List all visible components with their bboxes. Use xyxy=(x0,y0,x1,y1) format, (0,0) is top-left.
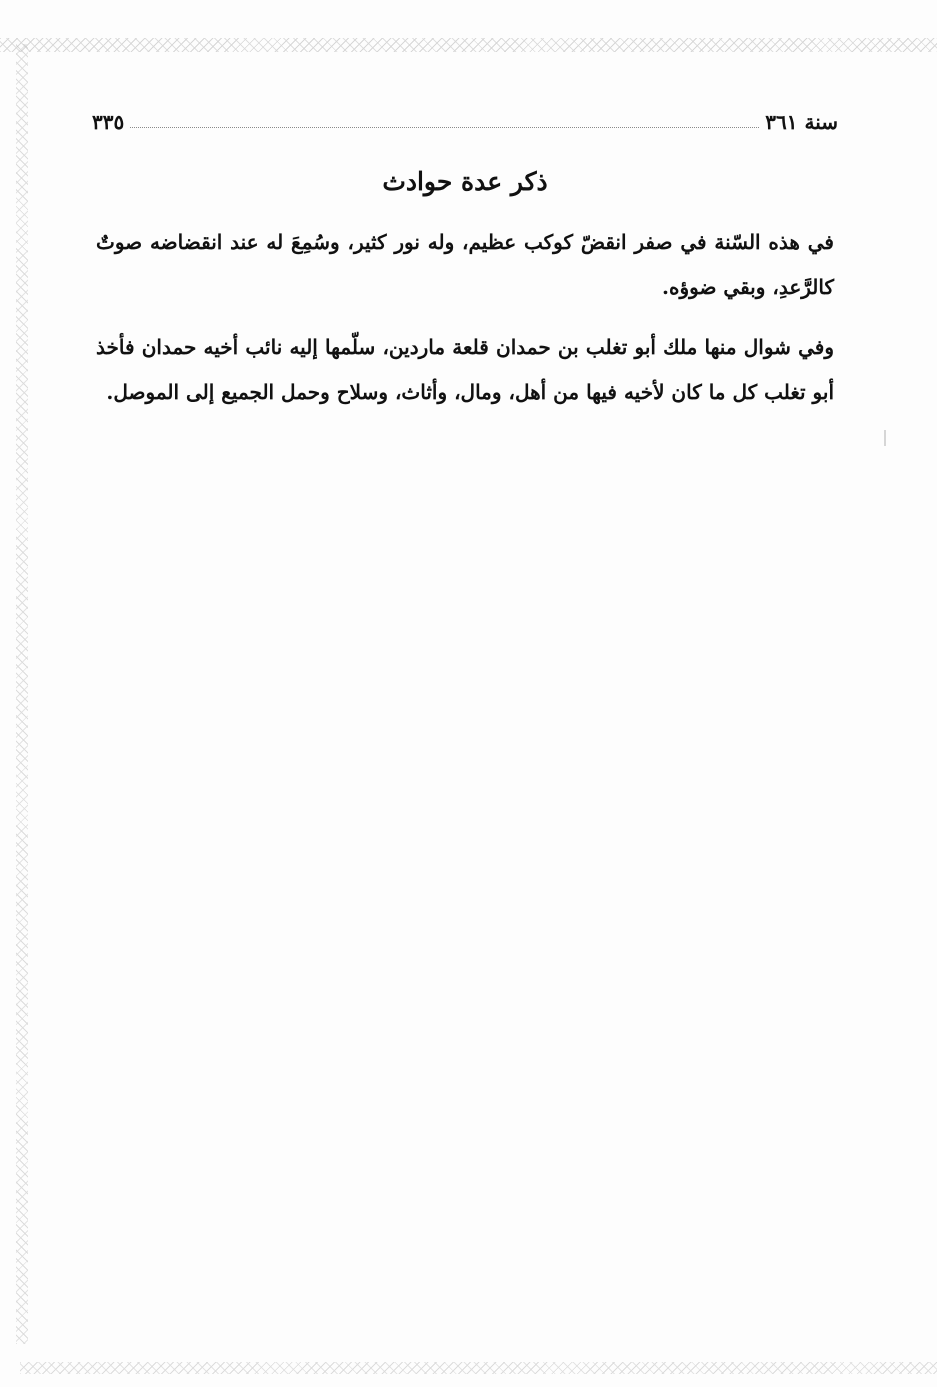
running-header xyxy=(92,100,838,134)
decorative-border-bottom xyxy=(20,1362,937,1374)
margin-mark xyxy=(884,430,886,446)
decorative-border-left xyxy=(16,44,28,1344)
page-number: ٣٣٥ xyxy=(92,110,125,134)
header-year-label: سنة ٣٦١ xyxy=(765,110,838,134)
decorative-border-top xyxy=(0,38,937,52)
header-dotted-leader xyxy=(130,126,759,128)
paragraph-2: وفي شوال منها ملك أبو تغلب بن حمدان قلعة ماردين، سلّمها إليه نائب أخيه حمدان فأخذ أبو تغلب كل ما كان لأخيه فيها من أهل، ومال، وأثاث، وسلاح وحمل الجميع إلى الموصل. xyxy=(96,335,834,404)
paragraph-1: في هذه السّنة في صفر انقضّ كوكب عظيم، وله نور كثير، وسُمِعَ له عند انقضاضه صوتٌ كالرَّعدِ، وبقي ضوؤه. xyxy=(96,230,834,299)
section-title: ذكر عدة حوادث xyxy=(382,167,548,196)
